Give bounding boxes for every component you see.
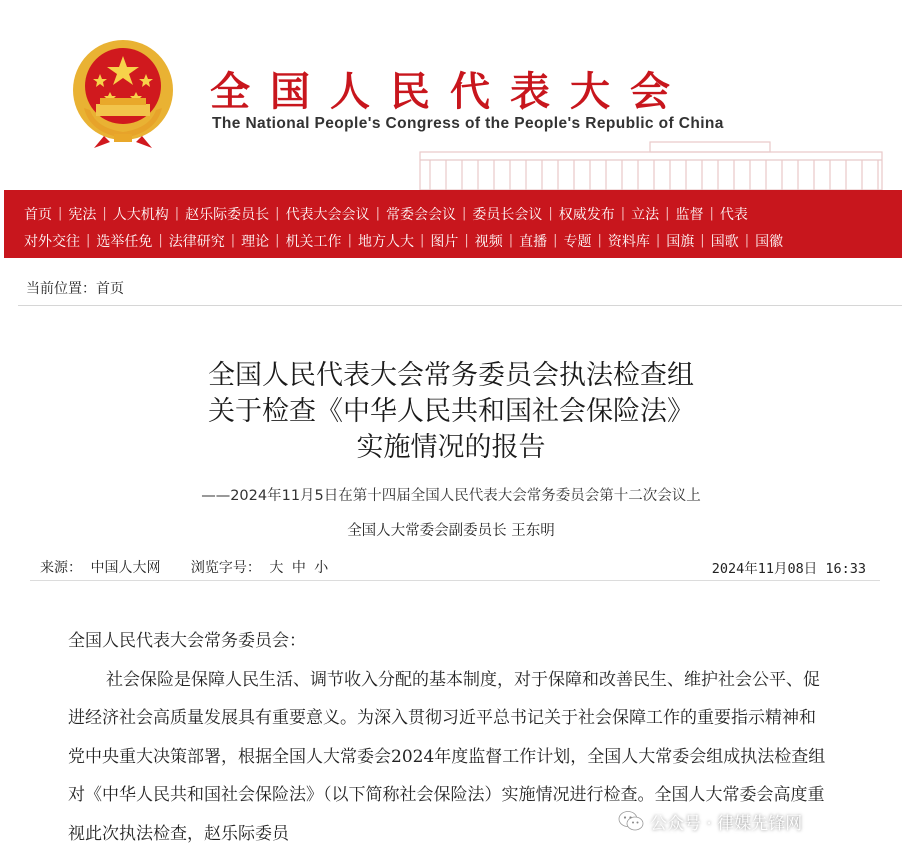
nav-link[interactable]: 国旗 (666, 233, 695, 250)
nav-separator: | (347, 233, 352, 248)
nav-link[interactable]: 地方人大 (357, 233, 414, 250)
nav-link[interactable]: 理论 (241, 233, 270, 250)
nav-link[interactable]: 人大机构 (112, 206, 169, 223)
nav-separator: | (709, 206, 714, 221)
brand-title-cn: 全国人民代表大会 (210, 69, 690, 115)
nav-separator: | (230, 233, 236, 248)
divider (18, 305, 902, 306)
nav-separator: | (58, 206, 63, 221)
nav-separator: | (553, 233, 558, 248)
source-value: 中国人大网 (90, 560, 161, 576)
brand-title-en: The National People's Congress of the People's Republic of China (212, 115, 724, 132)
article-meta-bar (30, 549, 880, 581)
nav-link[interactable]: 代表 (719, 206, 748, 223)
font-size-medium-button[interactable]: 中 (291, 560, 306, 576)
nav-separator: | (275, 233, 280, 248)
nav-separator: | (744, 233, 750, 248)
nav-link[interactable]: 国歌 (710, 233, 739, 250)
salutation: 全国人民代表大会常务委员会： (68, 631, 306, 651)
nav-link[interactable]: 直播 (519, 233, 548, 250)
nav-separator: | (461, 206, 467, 221)
masthead (0, 0, 902, 190)
article-speaker: 全国人大常委会副委员长 王东明 (347, 523, 555, 539)
nav-separator: | (464, 233, 469, 248)
national-emblem-icon (70, 38, 176, 150)
nav-separator: | (102, 206, 107, 221)
nav-link[interactable]: 视频 (474, 233, 503, 250)
nav-separator: | (700, 233, 705, 248)
main-navigation (4, 190, 902, 258)
nav-link[interactable]: 首页 (24, 206, 52, 223)
nav-link[interactable]: 专题 (563, 233, 592, 250)
nav-link[interactable]: 权威发布 (558, 206, 615, 223)
nav-separator: | (275, 206, 280, 221)
nav-separator: | (548, 206, 553, 221)
source-label: 来源： (40, 560, 82, 576)
nav-link[interactable]: 赵乐际委员长 (185, 206, 270, 223)
breadcrumb: 当前位置：首页 (26, 281, 124, 297)
nav-link[interactable]: 常委会会议 (385, 206, 456, 223)
font-size-label: 浏览字号： (190, 560, 261, 576)
nav-separator: | (508, 233, 514, 248)
wechat-icon (618, 810, 644, 832)
article-title-line: 实施情况的报告 (356, 432, 546, 463)
nav-link[interactable]: 监督 (675, 206, 704, 223)
watermark-text: 公众号 · 律媒先锋网 (650, 813, 803, 834)
body-paragraph: 社会保险是保障人民生活、调节收入分配的基本制度，对于保障和改善民生、维护社会公平、促进经济社会高质量发展具有重要意义。为深入贯彻习近平总书记关于社会保障工作的重要指示精神和党中央重大决策部署，根据全国人大常委会2024年度监督工作计划，全国人大常委会组成执法检查组对《中华人民共和国社会保险法》（以下简称社会保险法）实施情况进行检查。全国人大常委会高度重视此次执法检查，赵乐际委员 (68, 669, 826, 844)
nav-link[interactable]: 机关工作 (285, 233, 342, 250)
article-title-line: 全国人民代表大会常务委员会执法检查组 (208, 360, 694, 391)
nav-row-2 (24, 227, 902, 254)
nav-link[interactable]: 图片 (430, 233, 459, 250)
nav-separator: | (655, 233, 661, 248)
nav-separator: | (375, 206, 380, 221)
nav-link[interactable]: 代表大会会议 (285, 206, 370, 223)
publish-datetime: 2024年11月08日 16:33 (711, 561, 866, 577)
nav-link[interactable]: 对外交往 (24, 233, 80, 250)
nav-row-1 (24, 200, 902, 227)
nav-link[interactable]: 资料库 (607, 233, 650, 250)
nav-separator: | (174, 206, 180, 221)
nav-separator: | (86, 233, 91, 248)
nav-separator: | (158, 233, 163, 248)
nav-link[interactable]: 法律研究 (168, 233, 225, 250)
font-size-small-button[interactable]: 小 (314, 560, 329, 576)
nav-separator: | (665, 206, 670, 221)
nav-separator: | (620, 206, 626, 221)
nav-link[interactable]: 委员长会议 (472, 206, 543, 223)
nav-link[interactable]: 国徽 (755, 233, 784, 250)
nav-link[interactable]: 宪法 (68, 206, 97, 223)
watermark (618, 806, 802, 836)
nav-link[interactable]: 立法 (631, 206, 660, 223)
font-size-large-button[interactable]: 大 (269, 560, 284, 576)
article-subtitle: ——2024年11月5日在第十四届全国人民代表大会常务委员会第十二次会议上 (201, 488, 701, 504)
nav-link[interactable]: 选举任免 (96, 233, 153, 250)
nav-separator: | (419, 233, 425, 248)
article-title (0, 358, 902, 466)
nav-separator: | (597, 233, 602, 248)
article-title-line: 关于检查《中华人民共和国社会保险法》 (208, 396, 694, 427)
great-hall-illustration (400, 138, 902, 190)
